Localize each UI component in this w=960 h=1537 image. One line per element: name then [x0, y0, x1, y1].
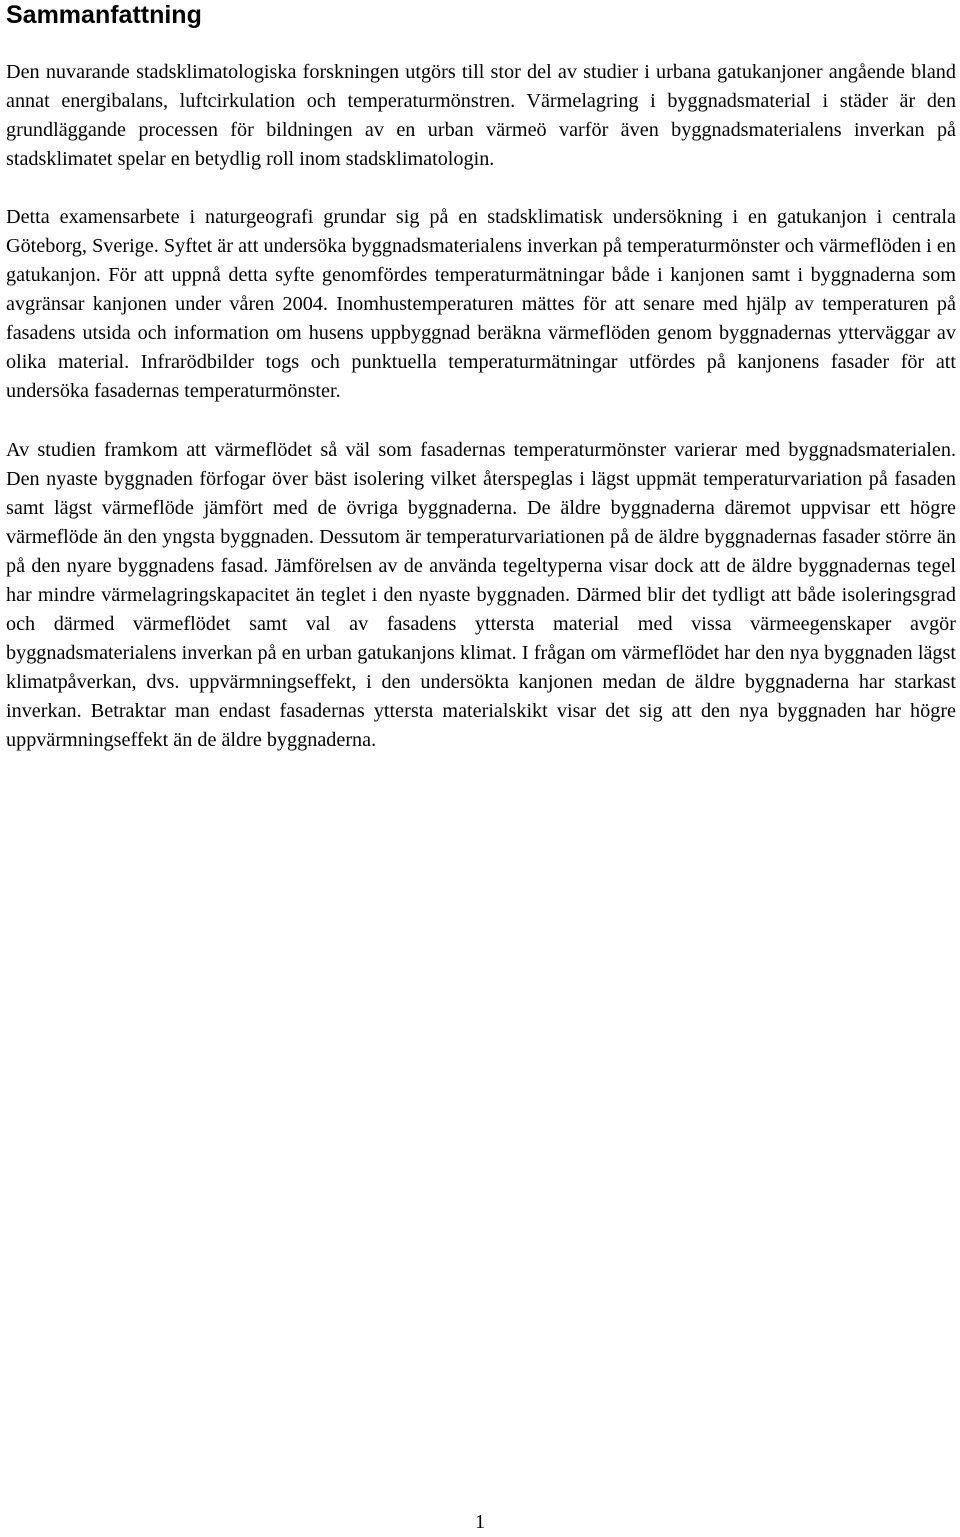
paragraph-2: Detta examensarbete i naturgeografi grundar sig på en stadsklimatisk undersökning i en gatukanjon i centrala Göteborg, Sverige. Syftet är att undersöka byggnadsmaterialens inverkan på temperaturmönster och värmeflöden i en gatukanjon. För att uppnå detta syfte genomfördes temperaturmätningar både i kanjonen samt i byggnaderna som avgränsar kanjonen under våren 2004. Inomhustemperaturen mättes för att senare med hjälp av temperaturen på fasadens utsida och information om husens uppbyggnad beräkna värmeflöden genom byggnadernas ytterväggar av olika material. Infrarödbilder togs och punktuella temperaturmätningar utfördes på kanjonens fasader för att undersöka fasadernas temperaturmönster. — [6, 206, 956, 402]
page-number: 1 — [475, 1511, 485, 1533]
document-body — [6, 58, 956, 755]
page-title: Sammanfattning — [6, 1, 202, 29]
paragraph-3: Av studien framkom att värmeflödet så väl som fasadernas temperaturmönster varierar med byggnadsmaterialen. Den nyaste byggnaden förfogar över bäst isolering vilket återspeglas i lägst uppmät temperaturvariation på fasaden samt lägst värmeflöde jämfört med de övriga byggnaderna. De äldre byggnaderna däremot uppvisar ett högre värmeflöde än den yngsta byggnaden. Dessutom är temperaturvariationen på de äldre byggnadernas fasader större än på den nyare byggnadens fasad. Jämförelsen av de använda tegeltyperna visar dock att de äldre byggnadernas tegel har mindre värmelagringskapacitet än teglet i den nyaste byggnaden. Därmed blir det tydligt att både isoleringsgrad och därmed värmeflödet samt val av fasadens yttersta material med vissa värmeegenskaper avgör byggnadsmaterialens inverkan på en urban gatukanjons klimat. I frågan om värmeflödet har den nya byggnaden lägst klimatpåverkan, dvs. uppvärmningseffekt, i den undersökta kanjonen medan de äldre byggnaderna har starkast inverkan. Betraktar man endast fasadernas yttersta materialskikt visar det sig att den nya byggnaden har högre uppvärmningseffekt än de äldre byggnaderna. — [6, 439, 956, 751]
paragraph-1: Den nuvarande stadsklimatologiska forskningen utgörs till stor del av studier i urbana gatukanjoner angående bland annat energibalans, luftcirkulation och temperaturmönstren. Värmelagring i byggnadsmaterial i städer är den grundläggande processen för bildningen av en urban värmeö varför även byggnadsmaterialens inverkan på stadsklimatet spelar en betydlig roll inom stadsklimatologin. — [6, 61, 956, 170]
